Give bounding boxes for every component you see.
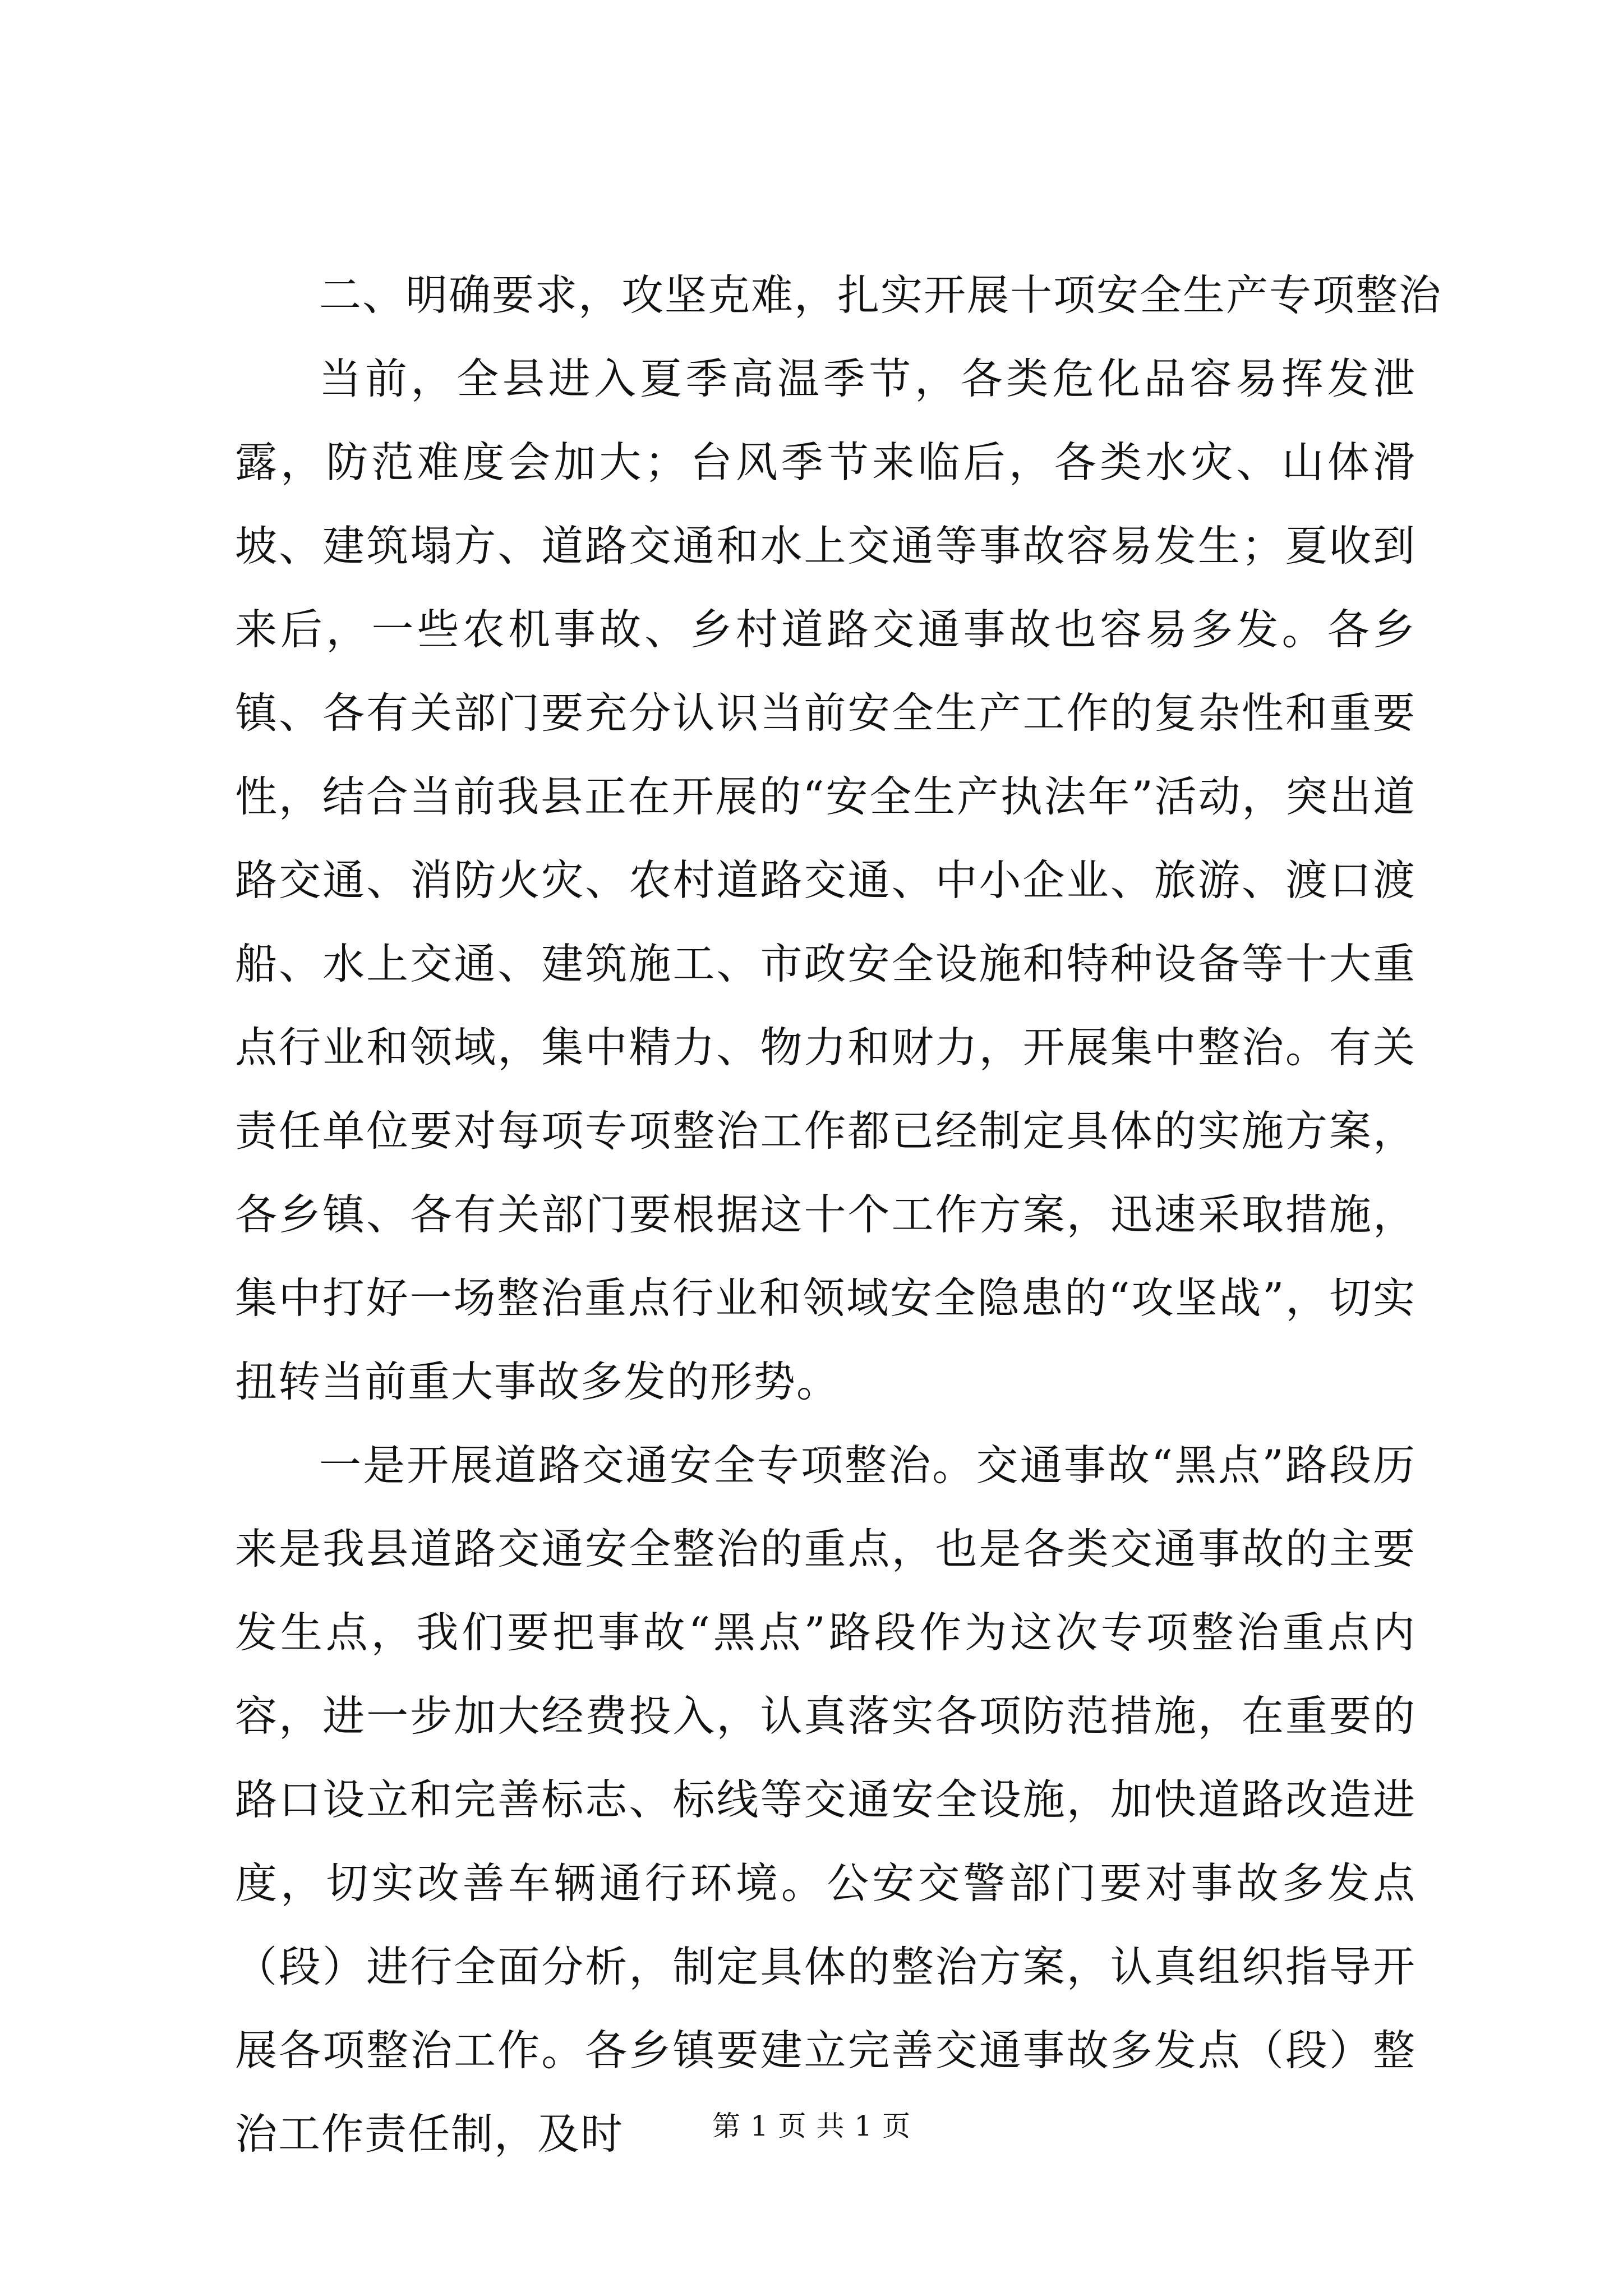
- page-footer: 第 1 页 共 1 页: [712, 2110, 911, 2142]
- paragraph-current-situation: 当前，全县进入夏季高温季节，各类危化品容易挥发泄露，防范难度会加大；台风季节来临后，各类水灾、山体滑坡、建筑塌方、道路交通和水上交通等事故容易发生；夏收到来后，一些农机事故、乡村道路交通事故也容易多发。各乡镇、各有关部门要充分认识当前安全生产工作的复杂性和重要性，结合当前我县正在开展的“安全生产执法年”活动，突出道路交通、消防火灾、农村道路交通、中小企业、旅游、渡口渡船、水上交通、建筑施工、市政安全设施和特种设备等十大重点行业和领域，集中精力、物力和财力，开展集中整治。有关责任单位要对每项专项整治工作都已经制定具体的实施方案，各乡镇、各有关部门要根据这十个工作方案，迅速采取措施，集中打好一场整治重点行业和领域安全隐患的“攻坚战”，切实扭转当前重大事故多发的形势。: [235, 354, 1416, 1406]
- section-heading: 二、明确要求，攻坚克难，扎实开展十项安全生产专项整治: [319, 270, 1442, 320]
- document-body: [235, 254, 1442, 2176]
- paragraph-road-traffic: 一是开展道路交通安全专项整治。交通事故“黑点”路段历来是我县道路交通安全整治的重点，也是各类交通事故的主要发生点，我们要把事故“黑点”路段作为这次专项整治重点内容，进一步加大经费投入，认真落实各项防范措施，在重要的路口设立和完善标志、标线等交通安全设施，加快道路改造进度，切实改善车辆通行环境。公安交警部门要对事故多发点（段）进行全面分析，制定具体的整治方案，认真组织指导开展各项整治工作。各乡镇要建立完善交通事故多发点（段）整治工作责任制，及时: [235, 1441, 1416, 2159]
